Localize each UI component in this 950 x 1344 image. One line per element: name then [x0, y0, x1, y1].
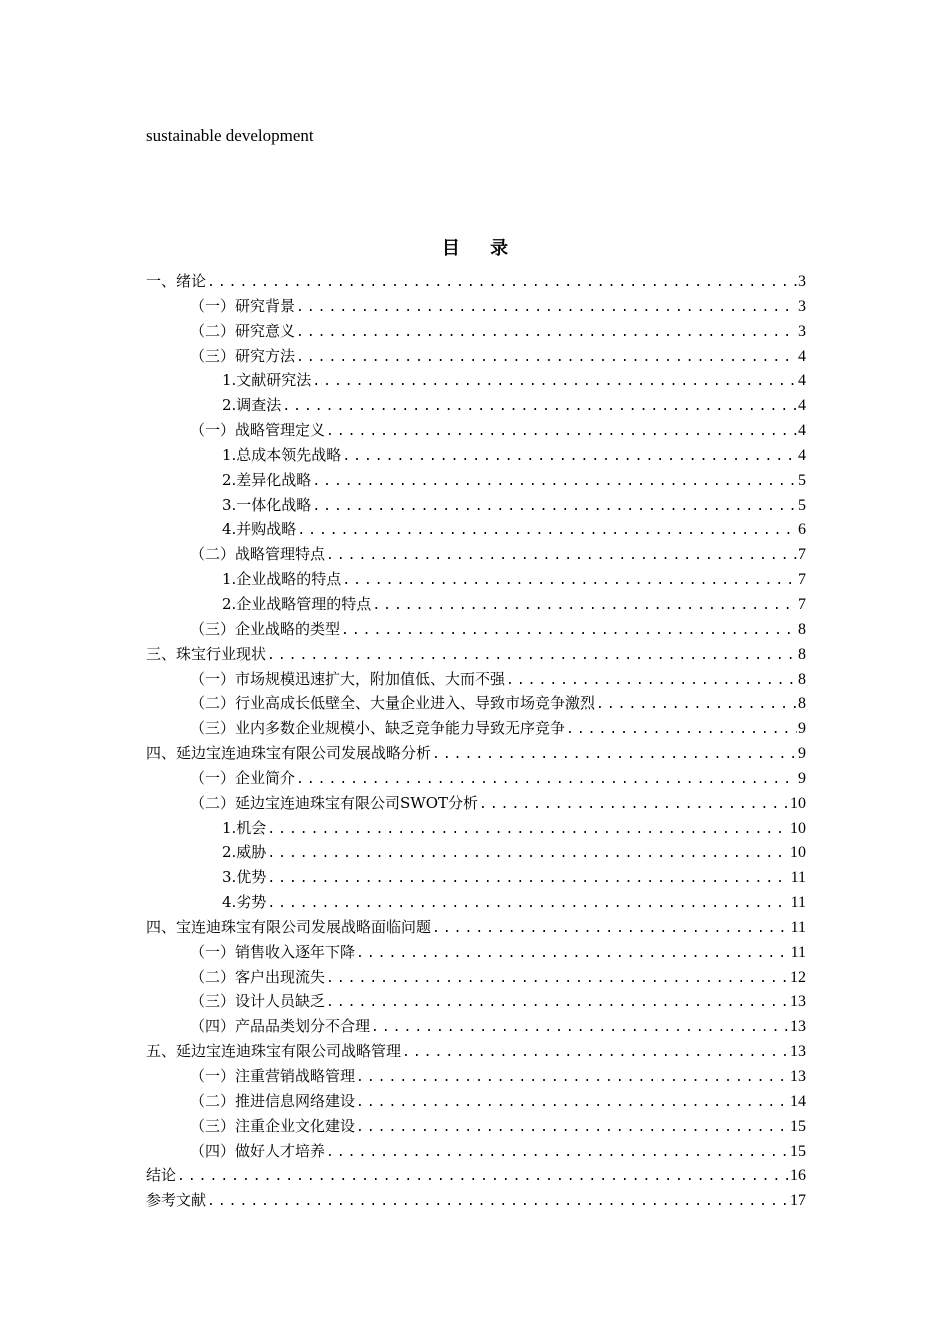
- toc-entry-page-number: 13: [790, 1018, 806, 1036]
- toc-entry[interactable]: [146, 1188, 806, 1213]
- toc-entry-page-number: 17: [790, 1192, 806, 1210]
- toc-entry[interactable]: [146, 468, 806, 493]
- toc-entry[interactable]: [146, 1039, 806, 1064]
- toc-leader-dots: [267, 867, 789, 890]
- toc-entry-page-number: 11: [790, 894, 806, 912]
- toc-entry-label: 2.威胁: [222, 843, 267, 862]
- toc-entry-label: 1.企业战略的特点: [222, 570, 342, 589]
- toc-entry[interactable]: [146, 319, 806, 344]
- toc-leader-dots: [267, 842, 789, 865]
- toc-leader-dots: [341, 619, 797, 642]
- toc-entry-page-number: 11: [790, 869, 806, 887]
- toc-entry-page-number: 9: [798, 720, 806, 738]
- toc-entry-page-number: 4: [798, 397, 806, 415]
- toc-entry-page-number: 7: [798, 571, 806, 589]
- toc-entry-page-number: 8: [798, 670, 806, 688]
- toc-entry[interactable]: [146, 865, 806, 890]
- toc-entry-label: 五、延边宝连迪珠宝有限公司战略管理: [146, 1042, 402, 1061]
- toc-leader-dots: [342, 445, 797, 468]
- toc-leader-dots: [356, 1066, 789, 1089]
- toc-entry-label: （一）销售收入逐年下降: [190, 942, 356, 961]
- toc-entry-page-number: 13: [790, 993, 806, 1011]
- toc-leader-dots: [312, 370, 797, 393]
- toc-entry-page-number: 4: [798, 372, 806, 390]
- toc-entry-page-number: 10: [790, 819, 806, 837]
- toc-entry[interactable]: [146, 493, 806, 518]
- toc-entry[interactable]: [146, 989, 806, 1014]
- toc-entry[interactable]: [146, 791, 806, 816]
- toc-entry-page-number: 9: [798, 769, 806, 787]
- toc-entry-label: 1.机会: [222, 818, 267, 837]
- toc-entry-page-number: 11: [790, 918, 806, 936]
- toc-entry-page-number: 12: [790, 968, 806, 986]
- toc-title: 目 录: [441, 238, 521, 259]
- toc-entry[interactable]: [146, 840, 806, 865]
- toc-entry-label: （三）注重企业文化建设: [190, 1116, 356, 1135]
- toc-entry-page-number: 8: [798, 620, 806, 638]
- toc-entry-label: （一）企业简介: [190, 768, 296, 787]
- toc-entry-page-number: 7: [798, 595, 806, 613]
- toc-entry-label: 2.调查法: [222, 396, 282, 415]
- toc-entry[interactable]: [146, 766, 806, 791]
- toc-entry[interactable]: [146, 443, 806, 468]
- toc-entry-label: （二）客户出现流失: [190, 967, 326, 986]
- toc-entry[interactable]: [146, 1064, 806, 1089]
- toc-leader-dots: [296, 296, 797, 319]
- toc-leader-dots: [596, 693, 797, 716]
- toc-entry-label: （二）延边宝连迪珠宝有限公司SWOT分析: [190, 793, 478, 812]
- toc-entry[interactable]: [146, 741, 806, 766]
- header-text: sustainable development: [146, 126, 314, 145]
- toc-leader-dots: [267, 644, 797, 667]
- toc-entry-label: 参考文献: [146, 1191, 207, 1210]
- toc-leader-dots: [326, 420, 797, 443]
- toc-entry-label: 1.总成本领先战略: [222, 445, 342, 464]
- toc-leader-dots: [282, 395, 797, 418]
- toc-leader-dots: [326, 544, 797, 567]
- toc-leader-dots: [207, 271, 797, 294]
- toc-leader-dots: [372, 594, 797, 617]
- toc-entry-label: （四）产品品类划分不合理: [190, 1017, 371, 1036]
- toc-entry[interactable]: [146, 393, 806, 418]
- toc-entry-page-number: 5: [798, 471, 806, 489]
- table-of-contents: [146, 269, 806, 1213]
- toc-entry-label: （三）研究方法: [190, 346, 296, 365]
- toc-entry-label: （三）设计人员缺乏: [190, 992, 326, 1011]
- toc-entry[interactable]: [146, 642, 806, 667]
- toc-entry-page-number: 16: [790, 1167, 806, 1185]
- toc-entry-page-number: 3: [798, 273, 806, 290]
- toc-entry-label: （三）业内多数企业规模小、缺乏竞争能力导致无序竞争: [190, 719, 566, 738]
- toc-leader-dots: [326, 967, 789, 990]
- toc-entry-label: （一）研究背景: [190, 296, 296, 315]
- toc-entry-label: 4.劣势: [222, 893, 267, 912]
- toc-leader-dots: [356, 942, 790, 965]
- toc-entry-label: （一）战略管理定义: [190, 421, 326, 440]
- toc-leader-dots: [296, 321, 797, 344]
- toc-entry-label: （一）注重营销战略管理: [190, 1067, 356, 1085]
- toc-entry-page-number: 10: [790, 844, 806, 862]
- toc-entry[interactable]: [146, 1114, 806, 1139]
- toc-entry[interactable]: [146, 269, 806, 294]
- toc-leader-dots: [177, 1165, 789, 1188]
- toc-leader-dots: [312, 470, 797, 493]
- toc-entry[interactable]: [146, 890, 806, 915]
- toc-leader-dots: [356, 1091, 789, 1114]
- toc-entry[interactable]: [146, 1163, 806, 1188]
- toc-leader-dots: [296, 768, 797, 791]
- toc-leader-dots: [297, 519, 797, 542]
- toc-entry-page-number: 8: [798, 645, 806, 663]
- toc-entry[interactable]: [146, 915, 806, 940]
- toc-entry[interactable]: [146, 294, 806, 319]
- toc-entry-label: 四、宝连迪珠宝有限公司发展战略面临问题: [146, 917, 432, 936]
- toc-leader-dots: [356, 1116, 789, 1139]
- toc-entry[interactable]: [146, 965, 806, 990]
- toc-leader-dots: [296, 346, 797, 369]
- toc-entry-page-number: 4: [798, 347, 806, 365]
- toc-leader-dots: [432, 917, 790, 940]
- toc-entry[interactable]: [146, 816, 806, 841]
- toc-entry[interactable]: [146, 667, 806, 692]
- toc-entry-label: （一）市场规模迅速扩大，附加值低、大而不强: [190, 669, 506, 688]
- toc-leader-dots: [267, 892, 789, 915]
- toc-entry[interactable]: [146, 691, 806, 716]
- toc-entry[interactable]: [146, 344, 806, 369]
- toc-entry-page-number: 8: [798, 695, 806, 713]
- toc-entry[interactable]: [146, 368, 806, 393]
- toc-entry-label: （三）企业战略的类型: [190, 619, 341, 638]
- toc-leader-dots: [506, 669, 797, 692]
- toc-leader-dots: [479, 793, 789, 816]
- toc-leader-dots: [326, 991, 789, 1014]
- toc-entry-label: （二）推进信息网络建设: [190, 1091, 356, 1110]
- toc-entry-page-number: 4: [798, 446, 806, 464]
- toc-entry-page-number: 5: [798, 496, 806, 514]
- toc-entry-label: 一、绪论: [146, 272, 207, 290]
- toc-entry-page-number: 14: [790, 1092, 806, 1110]
- toc-entry[interactable]: [146, 1139, 806, 1164]
- toc-leader-dots: [267, 818, 789, 841]
- toc-entry[interactable]: [146, 617, 806, 642]
- toc-entry-label: （二）战略管理特点: [190, 545, 326, 564]
- toc-entry-page-number: 15: [790, 1142, 806, 1160]
- toc-entry-page-number: 15: [790, 1117, 806, 1135]
- toc-entry[interactable]: [146, 567, 806, 592]
- toc-entry-page-number: 4: [798, 422, 806, 440]
- toc-entry-page-number: 10: [790, 794, 806, 812]
- toc-entry-page-number: 11: [790, 943, 806, 961]
- toc-entry-page-number: 3: [798, 322, 806, 340]
- toc-entry-label: 2.差异化战略: [222, 470, 312, 489]
- toc-entry-label: 2.企业战略管理的特点: [222, 594, 372, 613]
- toc-entry-label: 1.文献研究法: [222, 371, 312, 390]
- toc-leader-dots: [402, 1041, 789, 1064]
- toc-entry[interactable]: [146, 542, 806, 567]
- toc-entry-page-number: 3: [798, 297, 806, 315]
- toc-entry-label: 结论: [146, 1166, 177, 1185]
- toc-entry[interactable]: [146, 418, 806, 443]
- toc-entry-label: （二）行业高成长低壁全、大量企业进入、导致市场竞争激烈: [190, 694, 596, 713]
- toc-entry[interactable]: [146, 716, 806, 741]
- toc-leader-dots: [566, 718, 797, 741]
- toc-leader-dots: [326, 1141, 789, 1164]
- toc-entry-label: 3.优势: [222, 868, 267, 887]
- toc-entry-page-number: 7: [798, 546, 806, 564]
- toc-entry[interactable]: [146, 1089, 806, 1114]
- toc-entry-label: 3.一体化战略: [222, 495, 312, 514]
- toc-entry[interactable]: [146, 1014, 806, 1039]
- toc-leader-dots: [312, 495, 797, 518]
- toc-leader-dots: [342, 569, 797, 592]
- toc-entry[interactable]: [146, 592, 806, 617]
- toc-entry-label: （四）做好人才培养: [190, 1141, 326, 1160]
- toc-entry[interactable]: [146, 517, 806, 542]
- toc-entry-page-number: 9: [798, 745, 806, 763]
- toc-entry-page-number: 13: [790, 1043, 806, 1061]
- toc-leader-dots: [371, 1016, 789, 1039]
- toc-entry-label: 4.并购战略: [222, 520, 297, 539]
- toc-entry-page-number: 13: [790, 1068, 806, 1085]
- toc-entry-label: （二）研究意义: [190, 321, 296, 340]
- toc-entry-page-number: 6: [798, 521, 806, 539]
- toc-entry-label: 三、珠宝行业现状: [146, 644, 267, 663]
- toc-leader-dots: [432, 743, 797, 766]
- toc-entry-label: 四、延边宝连迪珠宝有限公司发展战略分析: [146, 744, 432, 763]
- toc-leader-dots: [207, 1190, 789, 1213]
- toc-entry[interactable]: [146, 940, 806, 965]
